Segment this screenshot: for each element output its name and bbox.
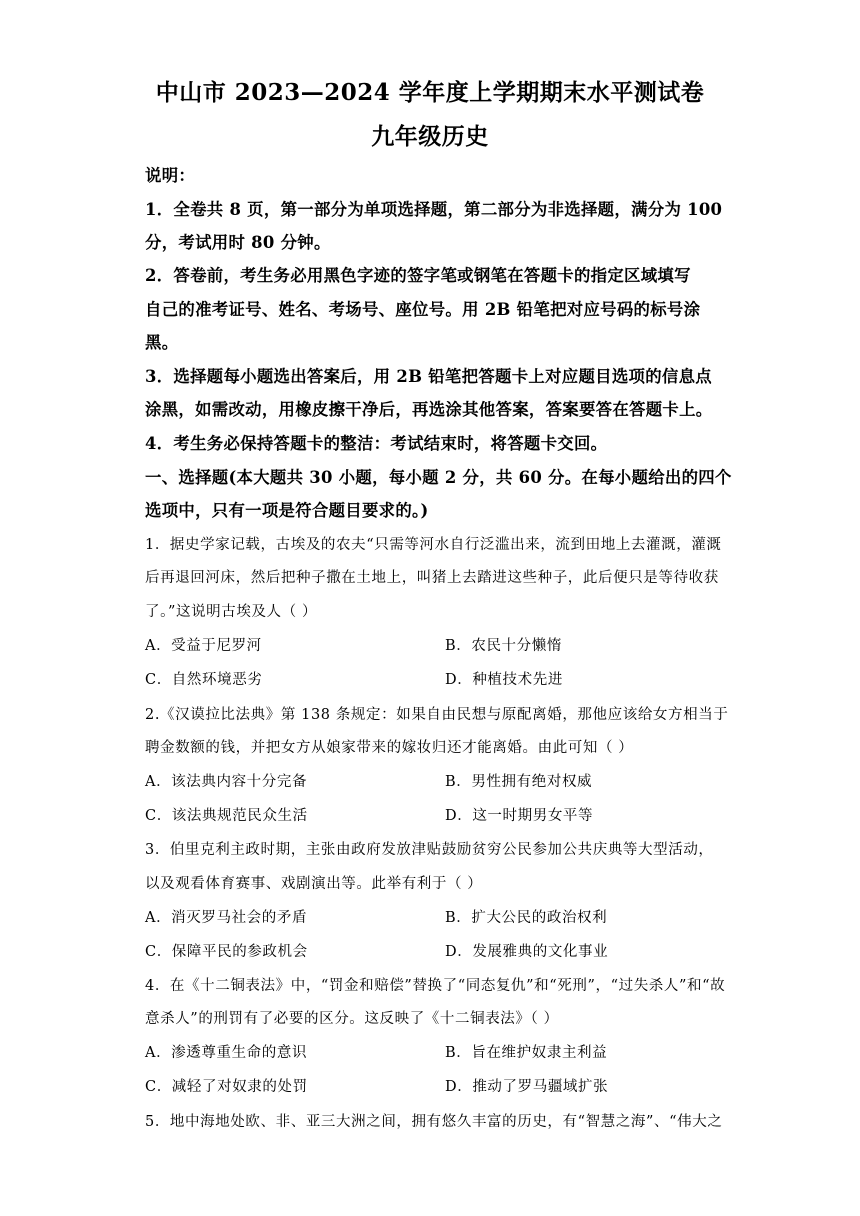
option-d: D．发展雅典的文化事业 — [445, 944, 609, 960]
option-b: B．男性拥有绝对权威 — [445, 774, 593, 790]
option-d: D．种植技术先进 — [445, 672, 563, 688]
question-stem: 以及观看体育赛事、戏剧演出等。此举有利于（ ） — [145, 876, 483, 892]
question-stem: 2.《汉谟拉比法典》第 138 条规定：如果自由民想与原配离婚，那他应该给女方相当于 — [145, 707, 729, 723]
question-stem: 意杀人”的刑罚有了必要的区分。这反映了《十二铜表法》（ ） — [145, 1011, 559, 1027]
section-heading: 选项中，只有一项是符合题目要求的。) — [145, 501, 429, 520]
option-b: B．农民十分懒惰 — [445, 638, 562, 654]
instruction-line: 4．考生务必保持答题卡的整洁：考试结束时，将答题卡交回。 — [145, 434, 608, 453]
option-a: A．该法典内容十分完备 — [145, 774, 308, 790]
option-b: B．旨在维护奴隶主利益 — [445, 1045, 608, 1061]
question-stem: 了。”这说明古埃及人（ ） — [145, 604, 318, 620]
instruction-line: 2．答卷前，考生务必用黑色字迹的签字笔或钢笔在答题卡的指定区域填写 — [145, 266, 691, 285]
question-stem: 5．地中海地处欧、非、亚三大洲之间，拥有悠久丰富的历史，有“智慧之海”、“伟大之 — [145, 1114, 723, 1130]
question-stem: 聘金数额的钱，并把女方从娘家带来的嫁妆归还才能离婚。由此可知（ ） — [145, 740, 634, 756]
option-b: B．扩大公民的政治权利 — [445, 910, 608, 926]
option-d: D．这一时期男女平等 — [445, 808, 594, 824]
option-c: C．自然环境恶劣 — [145, 672, 263, 688]
option-c: C．该法典规范民众生活 — [145, 808, 308, 824]
option-d: D．推动了罗马疆域扩张 — [445, 1079, 609, 1095]
instruction-line: 3．选择题每小题选出答案后，用 2B 铅笔把答题卡上对应题目选项的信息点 — [145, 367, 712, 386]
option-a: A．消灭罗马社会的矛盾 — [145, 910, 308, 926]
question-stem: 4．在《十二铜表法》中，“罚金和赔偿”替换了“同态复仇”和“死刑”，“过失杀人”和“故 — [145, 978, 726, 994]
question-stem: 3．伯里克利主政时期，主张由政府发放津贴鼓励贫穷公民参加公共庆典等大型活动， — [145, 842, 714, 858]
exam-subtitle: 九年级历史 — [371, 123, 489, 150]
option-c: C．保障平民的参政机会 — [145, 944, 308, 960]
instruction-line: 1．全卷共 8 页，第一部分为单项选择题，第二部分为非选择题，满分为 100 — [145, 200, 723, 219]
section-heading: 一、选择题(本大题共 30 小题，每小题 2 分，共 60 分。在每小题给出的四个 — [145, 468, 732, 487]
instruction-line: 黑。 — [145, 333, 179, 352]
question-stem: 后再退回河床，然后把种子撒在土地上，叫猪上去踏进这些种子，此后便只是等待收获 — [145, 570, 719, 586]
instruction-line: 分，考试用时 80 分钟。 — [145, 233, 331, 252]
option-a: A．受益于尼罗河 — [145, 638, 262, 654]
instruction-line: 涂黑，如需改动，用橡皮擦干净后，再选涂其他答案，答案要答在答题卡上。 — [145, 400, 713, 419]
instructions-heading: 说明： — [145, 166, 196, 185]
option-c: C．减轻了对奴隶的处罚 — [145, 1079, 308, 1095]
instruction-line: 自己的准考证号、姓名、考场号、座位号。用 2B 铅笔把对应号码的标号涂 — [145, 300, 701, 319]
question-stem: 1．据史学家记载，古埃及的农夫“只需等河水自行泛滥出来，流到田地上去灌溉，灌溉 — [145, 537, 722, 553]
option-a: A．渗透尊重生命的意识 — [145, 1045, 308, 1061]
exam-title: 中山市 2023—2024 学年度上学期期末水平测试卷 — [155, 79, 705, 106]
